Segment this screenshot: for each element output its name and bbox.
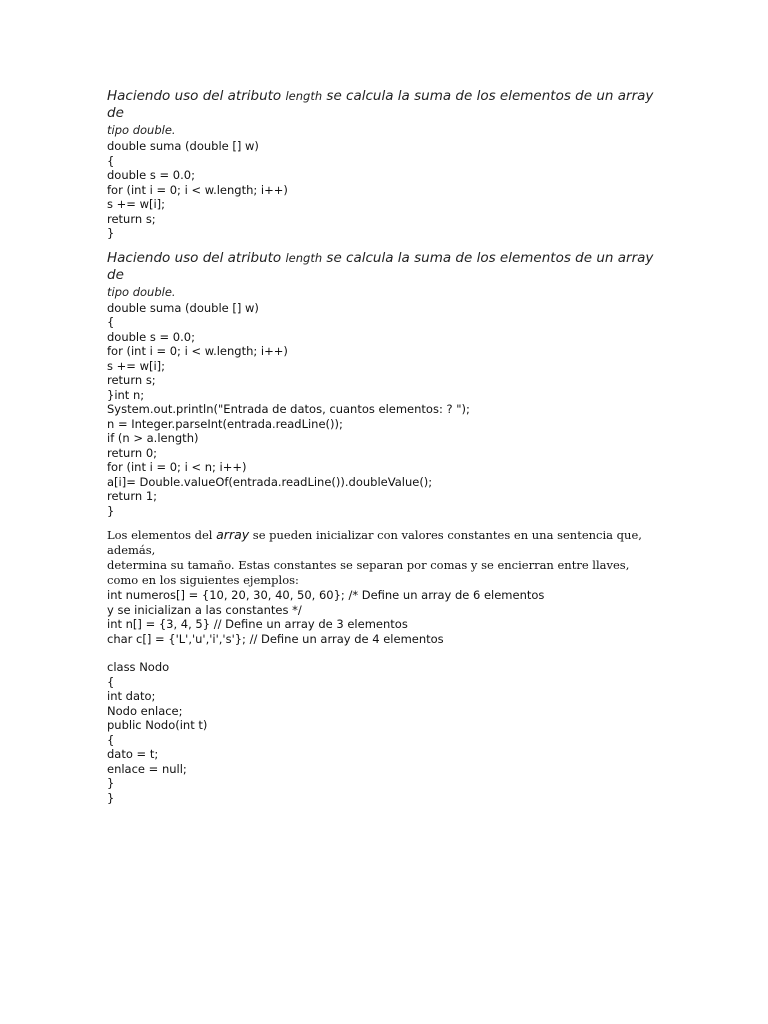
code-line: for (int i = 0; i < w.length; i++) [107,344,288,358]
paragraph-text: se pueden inicializar con valores constantes en una sentencia que, además, [107,528,642,557]
section-class-nodo [107,660,667,805]
code-line: double s = 0.0; [107,329,195,344]
code-line: { [107,732,115,747]
code-line: double suma (double [] w) [107,139,259,153]
code-line: } [107,503,115,518]
code-line: } [107,790,115,805]
code-line: enlace = null; [107,761,187,776]
code-line: s += w[i]; [107,358,166,373]
code-line: y se inicializan a las constantes */ [107,602,302,617]
code-line: return 1; [107,489,158,503]
code-line: double s = 0.0; [107,168,195,182]
section-heading [107,250,667,284]
heading-text: Haciendo uso del atributo [107,249,286,266]
code-line: a[i]= Double.valueOf(entrada.readLine()).doubleValue(); [107,474,433,489]
code-line: public Nodo(int t) [107,718,208,732]
code-block [107,139,667,241]
code-line: dato = t; [107,747,159,761]
code-line: int dato; [107,689,156,703]
document-page [107,88,667,805]
section-sum-example [107,88,667,241]
code-line: { [107,153,115,168]
code-line: Nodo enlace; [107,703,183,718]
code-line: n = Integer.parseInt(entrada.readLine()); [107,416,343,431]
code-line: } [107,226,115,240]
paragraph-line: determina su tamaño. Estas constantes se separan por comas y se encierran entre llaves, [107,558,630,572]
heading-text: se calcula la suma de los elementos de un array de [107,249,654,283]
code-line: { [107,315,115,329]
paragraph-text: Los elementos del [107,528,217,542]
paragraph-line: como en los siguientes ejemplos: [107,573,299,587]
code-block [107,588,667,646]
code-line: } [107,776,115,790]
code-line: return 0; [107,445,158,460]
section-heading-cont [107,122,667,139]
code-line: System.out.println("Entrada de datos, cuantos elementos: ? "); [107,402,470,416]
paragraph-keyword: array [216,527,250,542]
code-line: int numeros[] = {10, 20, 30, 40, 50, 60}; /* Define un array de 6 elementos [107,588,545,602]
code-line: s += w[i]; [107,197,166,211]
heading-text: tipo [107,123,133,137]
code-block [107,660,667,805]
heading-text: Haciendo uso del atributo [107,88,286,104]
code-line: { [107,674,115,689]
code-block [107,301,667,519]
code-line: int n[] = {3, 4, 5} // Define un array de 3 elementos [107,617,408,631]
code-line: class Nodo [107,660,170,674]
section-sum-input-example [107,250,667,519]
heading-attribute: length [285,250,323,265]
heading-text: se calcula la suma de los elementos de un array de [107,88,654,121]
heading-type: double. [132,284,176,299]
code-line: for (int i = 0; i < n; i++) [107,460,247,474]
paragraph-line [107,527,667,558]
section-heading-cont [107,284,667,301]
code-line: return s; [107,211,156,226]
code-line: }int n; [107,387,145,402]
section-array-init [107,527,667,646]
heading-attribute: length [285,89,323,103]
heading-text: tipo [107,284,133,299]
section-heading [107,88,667,122]
heading-type: double. [132,123,176,137]
code-line: if (n > a.length) [107,431,199,445]
code-line: double suma (double [] w) [107,300,259,315]
code-line: for (int i = 0; i < w.length; i++) [107,182,288,197]
code-line: return s; [107,373,156,387]
code-line: char c[] = {'L','u','i','s'}; // Define un array de 4 elementos [107,631,444,646]
